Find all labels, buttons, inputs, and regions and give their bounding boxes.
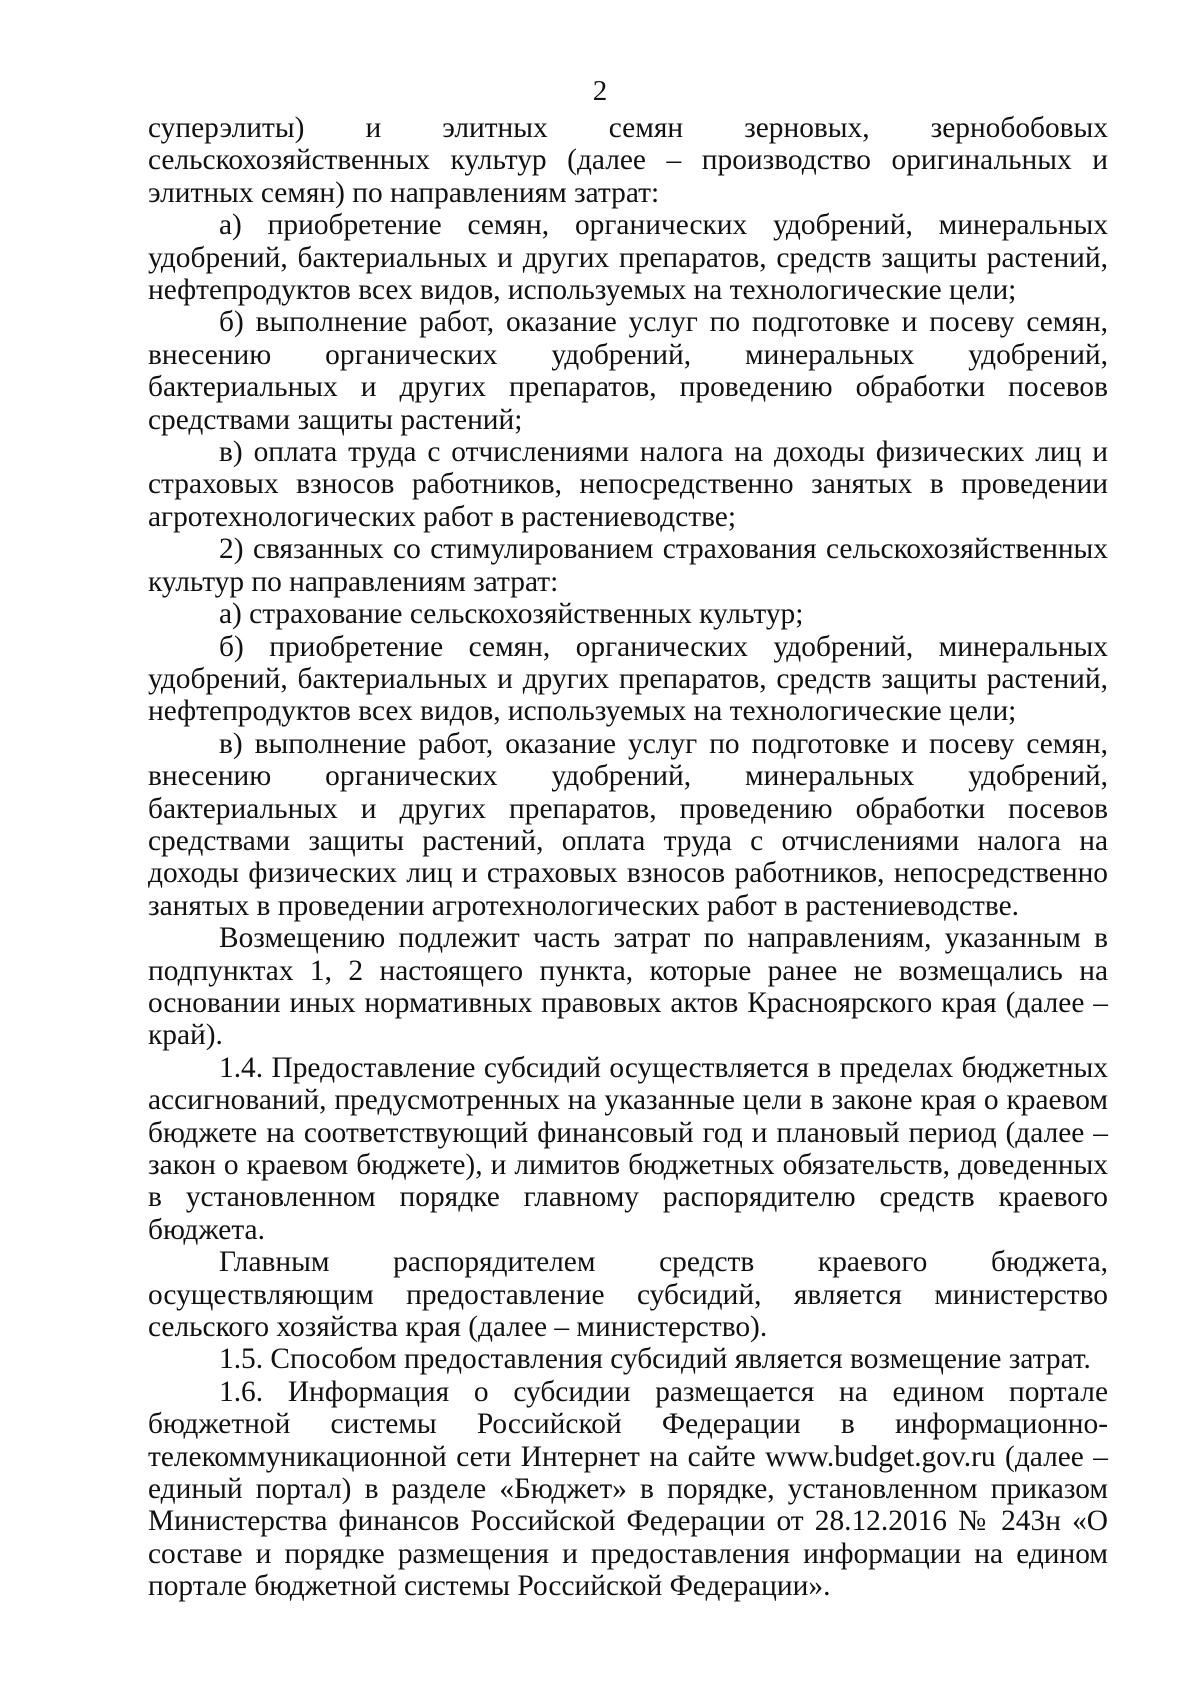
paragraph-2c: в) выполнение работ, оказание услуг по подготовке и посеву семян, внесению органических удобрений, минеральных удобрений, бактериальных и других препаратов, проведению обработки посевов средствами защиты растений, оплата труда с отчислениями налога на доходы физических лиц и страховых взносов работников, непосредственно занятых в проведении агротехнологических работ в растениеводстве. bbox=[148, 727, 1108, 922]
paragraph-1-4: 1.4. Предоставление субсидий осуществляется в пределах бюджетных ассигнований, предусмотренных на указанные цели в законе края о краевом бюджете на соответствующий финансовый год и плановый период (далее – закон о краевом бюджете), и лимитов бюджетных обязательств, доведенных в установленном порядке главному распорядителю средств краевого бюджета. bbox=[148, 1051, 1108, 1246]
paragraph-1-5: 1.5. Способом предоставления субсидий является возмещение затрат. bbox=[219, 1343, 1091, 1376]
paragraph-reimbursement: Возмещению подлежит часть затрат по направлениям, указанным в подпунктах 1, 2 настоящего пункта, которые ранее не возмещались на основании иных нормативных правовых актов Красноярского края (далее – край). bbox=[148, 922, 1108, 1052]
page-number: 2 bbox=[592, 75, 608, 107]
paragraph-2a: а) страхование сельскохозяйственных культур; bbox=[219, 598, 804, 631]
document-body bbox=[148, 112, 1108, 1603]
paragraph-1b: б) выполнение работ, оказание услуг по подготовке и посеву семян, внесению органических удобрений, минеральных удобрений, бактериальных и других препаратов, проведению обработки посевов средствами защиты растений; bbox=[148, 306, 1108, 436]
paragraph-2b: б) приобретение семян, органических удобрений, минеральных удобрений, бактериальных и других препаратов, средств защиты растений, нефтепродуктов всех видов, используемых на технологические цели; bbox=[148, 630, 1108, 728]
paragraph-1c: в) оплата труда с отчислениями налога на доходы физических лиц и страховых взносов работников, непосредственно занятых в проведении агротехнологических работ в растениеводстве; bbox=[148, 436, 1108, 533]
paragraph-1-6: 1.6. Информация о субсидии размещается на едином портале бюджетной системы Российской Федерации в информационно-телекоммуникационной сети Интернет на сайте www.budget.gov.ru (далее – единый портал) в разделе «Бюджет» в порядке, установленном приказом Министерства финансов Российской Федерации от 28.12.2016 № 243н «О составе и порядке размещения и предоставления информации на едином портале бюджетной системы Российской Федерации». bbox=[148, 1375, 1108, 1603]
paragraph-main-manager: Главным распорядителем средств краевого бюджета, осуществляющим предоставление субсидий, является министерство сельского хозяйства края (далее – министерство). bbox=[148, 1246, 1108, 1344]
paragraph-1a: а) приобретение семян, органических удобрений, минеральных удобрений, бактериальных и других препаратов, средств защиты растений, нефтепродуктов всех видов, используемых на технологические цели; bbox=[148, 209, 1108, 307]
paragraph-continuation: суперэлиты) и элитных семян зерновых, зернобобовых сельскохозяйственных культур (далее – производство оригинальных и элитных семян) по направлениям затрат: bbox=[148, 112, 1108, 209]
paragraph-2: 2) связанных со стимулированием страхования сельскохозяйственных культур по направлениям затрат: bbox=[148, 533, 1108, 598]
